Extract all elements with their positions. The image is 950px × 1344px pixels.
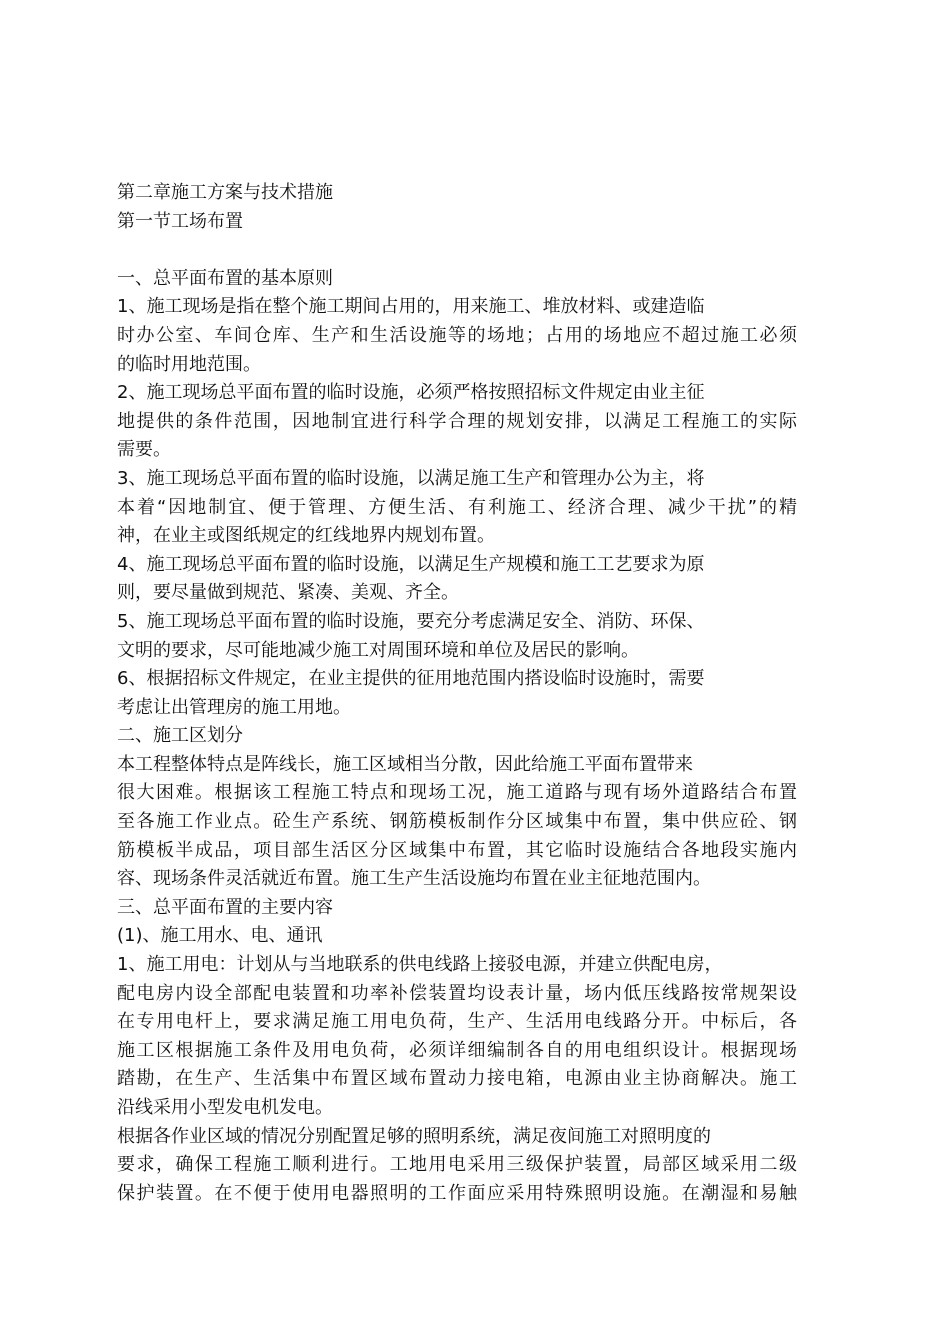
text-line: 很大困难。根据该工程施工特点和现场工况，施工道路与现有场外道路结合布置 [117, 782, 797, 804]
text-line: 考虑让出管理房的施工用地。 [117, 696, 351, 718]
text-line: 沿线采用小型发电机发电。 [117, 1097, 333, 1118]
text-line: 1、施工用电：计划从与当地联系的供电线路上接驳电源，并建立供配电房， [117, 954, 723, 976]
subheading-utilities: (1)、施工用水、电、通讯 [117, 925, 323, 947]
text-line: 则，要尽量做到规范、紧凑、美观、齐全。 [117, 582, 459, 604]
heading-zoning: 二、施工区划分 [117, 725, 243, 747]
chapter-title: 第二章施工方案与技术措施 [117, 182, 333, 203]
text-line: 需要。 [117, 439, 171, 461]
text-line: 神，在业主或图纸规定的红线地界内规划布置。 [117, 525, 495, 547]
text-line: 容、现场条件灵活就近布置。施工生产生活设施均布置在业主征地范围内。 [117, 868, 711, 890]
text-line: 4、施工现场总平面布置的临时设施，以满足生产规模和施工工艺要求为原 [117, 553, 705, 575]
text-line: 施工区根据施工条件及用电负荷，必须详细编制各自的用电组织设计。根据现场 [117, 1039, 797, 1061]
text-line: 2、施工现场总平面布置的临时设施，必须严格按照招标文件规定由业主征 [117, 382, 705, 404]
text-line: 要求，确保工程施工顺利进行。工地用电采用三级保护装置，局部区域采用二级 [117, 1154, 797, 1176]
text-line: 5、施工现场总平面布置的临时设施，要充分考虑满足安全、消防、环保、 [117, 610, 705, 632]
text-line: 至各施工作业点。砼生产系统、钢筋模板制作分区域集中布置，集中供应砼、钢 [117, 811, 797, 833]
text-line: 本着“因地制宜、便于管理、方便生活、有利施工、经济合理、减少干扰”的精 [117, 496, 797, 518]
text-line: 保护装置。在不便于使用电器照明的工作面应采用特殊照明设施。在潮湿和易触 [117, 1182, 797, 1204]
text-line: 在专用电杆上，要求满足施工用电负荷，生产、生活用电线路分开。中标后，各 [117, 1011, 797, 1033]
text-line: 根据各作业区域的情况分别配置足够的照明系统，满足夜间施工对照明度的 [117, 1125, 711, 1147]
document-page [117, 179, 797, 1208]
text-line: 6、根据招标文件规定，在业主提供的征用地范围内搭设临时设施时，需要 [117, 668, 705, 690]
blank-line [117, 236, 797, 265]
text-line: 本工程整体特点是阵线长，施工区域相当分散，因此给施工平面布置带来 [117, 753, 693, 775]
text-line: 文明的要求，尽可能地减少施工对周围环境和单位及居民的影响。 [117, 639, 639, 661]
text-line: 1、施工现场是指在整个施工期间占用的，用来施工、堆放材料、或建造临 [117, 296, 705, 318]
text-line: 筋模板半成品，项目部生活区分区域集中布置，其它临时设施结合各地段实施内 [117, 839, 797, 861]
text-line: 的临时用地范围。 [117, 353, 261, 375]
section-title: 第一节工场布置 [117, 210, 243, 232]
heading-principles: 一、总平面布置的基本原则 [117, 267, 333, 289]
text-line: 踏勘，在生产、生活集中布置区域布置动力接电箱，电源由业主协商解决。施工 [117, 1068, 797, 1090]
text-line: 3、施工现场总平面布置的临时设施，以满足施工生产和管理办公为主，将 [117, 467, 705, 489]
text-line: 时办公室、车间仓库、生产和生活设施等的场地；占用的场地应不超过施工必须 [117, 324, 797, 346]
text-line: 配电房内设全部配电装置和功率补偿装置均设表计量，场内低压线路按常规架设 [117, 982, 797, 1004]
heading-main-content: 三、总平面布置的主要内容 [117, 896, 333, 918]
text-line: 地提供的条件范围，因地制宜进行科学合理的规划安排，以满足工程施工的实际 [117, 410, 797, 432]
